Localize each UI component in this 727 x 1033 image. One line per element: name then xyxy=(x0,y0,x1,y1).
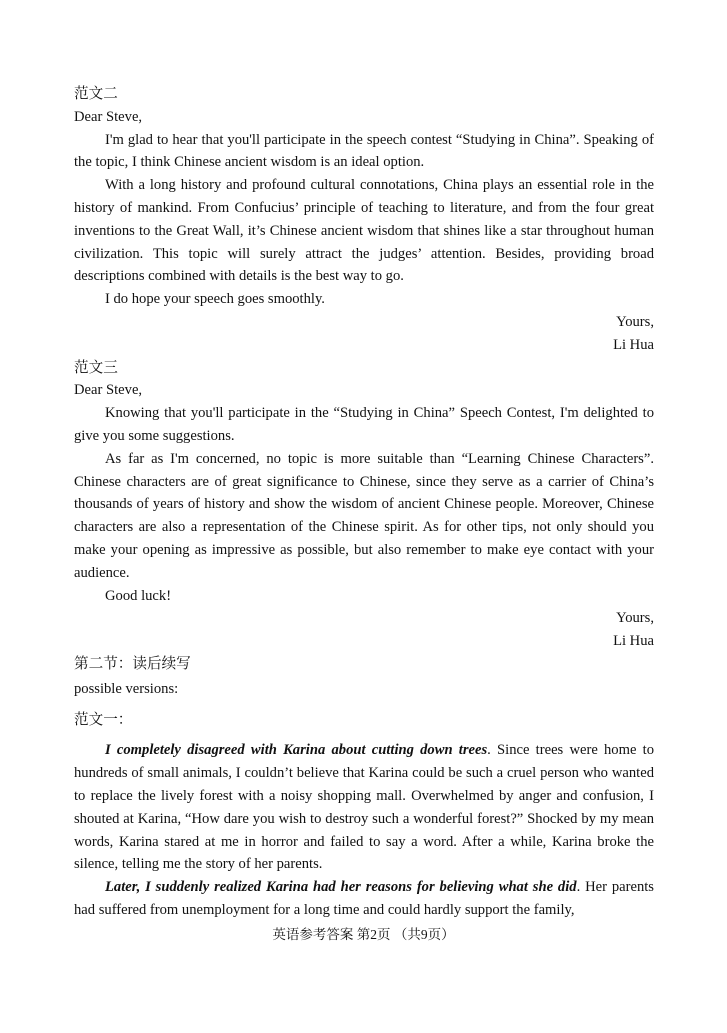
essay3-closing: Yours, xyxy=(616,610,654,627)
page-footer: 英语参考答案 第2页 （共9页） xyxy=(272,927,455,942)
essay3-paragraph: As far as I'm concerned, no topic is more suitable than “Learning Chinese Characters”. Chinese characters are of great significance to Chinese, since they serve as a carrier of China’s thousands of years of history and show the wisdom of ancient Chinese people. Moreover, Chinese characters are also a representation of the Chinese spirit. As for other tips, not only should you make your opening as impressive as possible, but also remember to make eye contact with your audience. xyxy=(74,450,654,581)
essay2-paragraph: With a long history and profound cultural connotations, China plays an essential role in the history of mankind. From Confucius’ principle of teaching to literature, and from the four great inventions to the Great Wall, it’s Chinese ancient wisdom that shines like a star throughout human civilization. This topic will surely attract the judges’ attention. Besides, providing broad descriptions combined with details is the best way to go. xyxy=(74,177,654,285)
section2-subheading: possible versions: xyxy=(74,680,179,697)
essay2-paragraph: I do hope your speech goes smoothly. xyxy=(105,291,325,308)
essay2-label: 范文二 xyxy=(74,86,118,102)
essay3-paragraph: Knowing that you'll participate in the “Studying in China” Speech Contest, I'm delighted to give you some suggestions. xyxy=(74,405,654,444)
paragraph-body: . Her parents had suffered from unemployment for a long time and could hardly support the family, xyxy=(74,879,654,918)
essay2-signature: Li Hua xyxy=(613,336,654,353)
section2-paragraph-1 xyxy=(74,739,654,876)
essay3-label: 范文三 xyxy=(74,359,118,376)
essay2-closing: Yours, xyxy=(616,313,654,330)
paragraph-body: . Since trees were home to hundreds of small animals, I couldn’t believe that Karina could be such a cruel person who wanted to replace the lively forest with a noisy shopping mall. Overwhelmed by anger and confusion, I shouted at Karina, “How dare you wish to destroy such a wonderful forest?” Shocked by my mean words, Karina stared at me in horror and failed to say a word. After a while, Karina broke the silence, telling me the story of her parents. xyxy=(74,742,654,873)
essay3-greeting: Dear Steve, xyxy=(74,382,143,399)
paragraph-lead-sentence: Later, I suddenly realized Karina had her reasons for believing what she did xyxy=(105,879,577,896)
document-page xyxy=(74,83,654,922)
section2-essay-label: 范文一： xyxy=(74,711,133,728)
essay3-signature: Li Hua xyxy=(613,633,654,650)
essay2-greeting: Dear Steve, xyxy=(74,108,143,125)
essay3-paragraph: Good luck! xyxy=(105,587,172,604)
essay2-paragraph: I'm glad to hear that you'll participate in the speech contest “Studying in China”. Speaking of the topic, I think Chinese ancient wisdom is an ideal option. xyxy=(74,131,654,171)
section2-heading: 第二节：读后续写 xyxy=(74,655,191,672)
paragraph-lead-sentence: I completely disagreed with Karina about cutting down trees xyxy=(105,742,488,759)
section2-paragraph-2 xyxy=(74,876,654,922)
